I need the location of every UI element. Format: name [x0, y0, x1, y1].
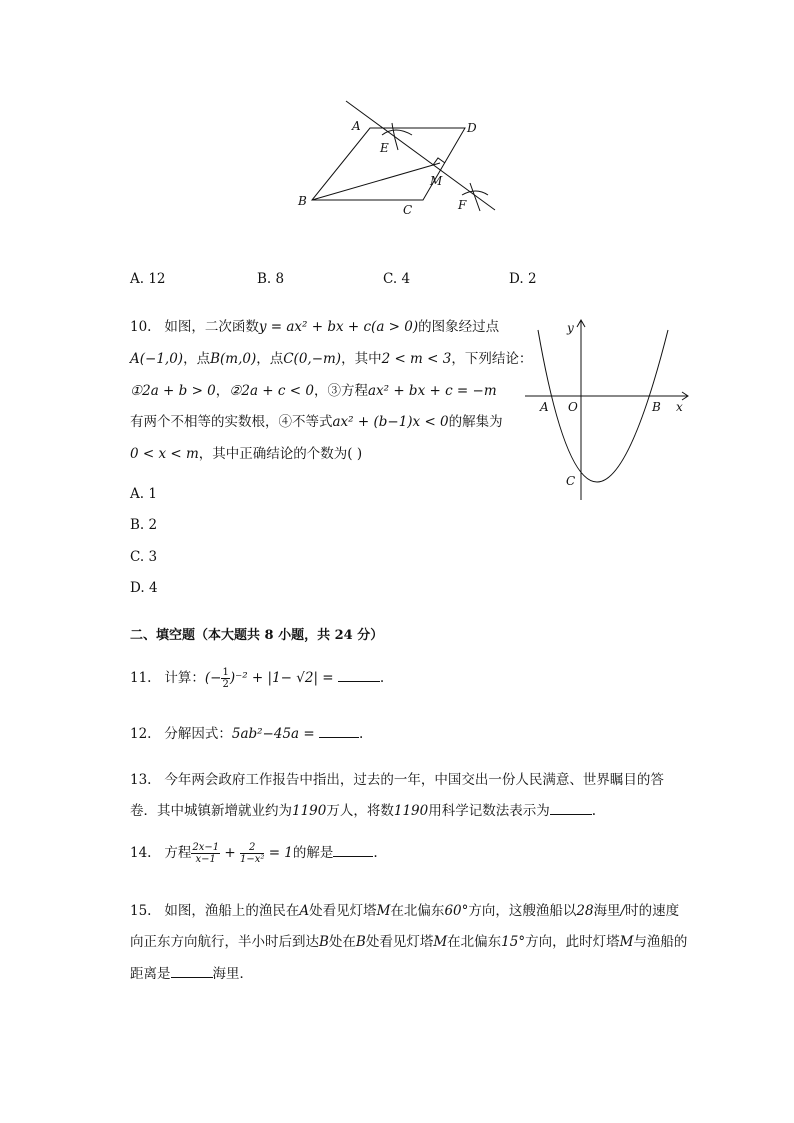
q13-line-2: 卷．其中城镇新增就业约为1190万人，将数1190用科学记数法表示为 .	[130, 803, 597, 819]
q15-line-1: 15. 如图，渔船上的渔民在A处看见灯塔M在北偏东60°方向，这艘渔船以28海里/时的速度	[130, 903, 680, 919]
q10-line-1: 10. 如图，二次函数y = ax² + bx + c(a > 0)的图象经过点	[130, 319, 500, 335]
q11-answer-blank[interactable]	[338, 669, 380, 682]
label-c: C	[566, 474, 576, 488]
parabola-graph	[520, 315, 695, 505]
parallelogram-figure	[290, 95, 510, 225]
q10-option-b[interactable]: B. 2	[130, 517, 158, 533]
q10-option-c[interactable]: C. 3	[130, 549, 158, 565]
label-a: A	[352, 119, 361, 133]
q10-option-a[interactable]: A. 1	[130, 486, 157, 502]
q11-fraction: $\frac{1}{2}$	[222, 667, 229, 690]
q15-answer-blank[interactable]	[171, 965, 213, 978]
parallelogram-abcd	[312, 128, 465, 200]
q9-option-a[interactable]: A. 12	[130, 271, 166, 287]
label-d: D	[467, 121, 477, 135]
right-angle-mark	[433, 158, 445, 165]
q15-line-3: 距离是 海里．	[130, 966, 253, 982]
segment-bm	[312, 163, 440, 200]
label-m: M	[430, 174, 443, 188]
q14-fraction-1: $\frac{2x-1}{x-1}$	[192, 842, 220, 865]
q9-option-c[interactable]: C. 4	[383, 271, 411, 287]
q14: 14. 方程 $\frac{2x-1}{x-1}$ + $\frac{2}{\text{1−x²}}$ = 1的解是 .	[130, 842, 378, 865]
q13-line-1: 13. 今年两会政府工作报告中指出，过去的一年，中国交出一份人民满意、世界瞩目的答	[130, 772, 664, 788]
q10-line-3: ①2a + b > 0，②2a + c < 0，③方程ax² + bx + c = −m	[130, 383, 497, 399]
label-f: F	[458, 198, 467, 212]
label-e: E	[380, 141, 389, 155]
q15-line-2: 向正东方向航行，半小时后到达B处在B处看见灯塔M在北偏东15°方向，此时灯塔M与渔船的	[130, 934, 688, 950]
label-o: O	[568, 400, 578, 414]
label-a: A	[540, 400, 549, 414]
q14-fraction-2: $\frac{2}{\text{1−x²}}$	[240, 842, 265, 865]
q14-answer-blank[interactable]	[333, 844, 373, 857]
label-x: x	[676, 400, 683, 414]
q13-answer-blank[interactable]	[550, 802, 592, 815]
arc-f-1	[462, 191, 488, 195]
label-c: C	[403, 203, 413, 217]
bisector-line	[346, 101, 495, 210]
label-b: B	[298, 194, 307, 208]
q9-option-b[interactable]: B. 8	[257, 271, 285, 287]
label-b: B	[652, 400, 661, 414]
q9-option-d[interactable]: D. 2	[509, 271, 537, 287]
q12-answer-blank[interactable]	[319, 725, 359, 738]
q10-line-4: 有两个不相等的实数根，④不等式ax² + (b−1)x < 0的解集为	[130, 414, 503, 430]
q12: 12. 分解因式：5ab²−45a = .	[130, 726, 364, 742]
q11: 11. 计算：(− $\frac{1}{2}$ )⁻² + |1− √2| = .	[130, 667, 385, 690]
parabola-curve	[538, 330, 668, 482]
section-heading-fill-in: 二、填空题（本大题共 8 小题，共 24 分）	[130, 628, 384, 643]
q10-line-5: 0 < x < m，其中正确结论的个数为( )	[130, 446, 363, 462]
q10-option-d[interactable]: D. 4	[130, 580, 158, 596]
arc-f-2	[470, 183, 480, 211]
q10-line-2: A(−1,0)，点B(m,0)，点C(0,−m)，其中2 < m < 3，下列结论：	[130, 351, 533, 367]
label-y: y	[567, 321, 574, 335]
